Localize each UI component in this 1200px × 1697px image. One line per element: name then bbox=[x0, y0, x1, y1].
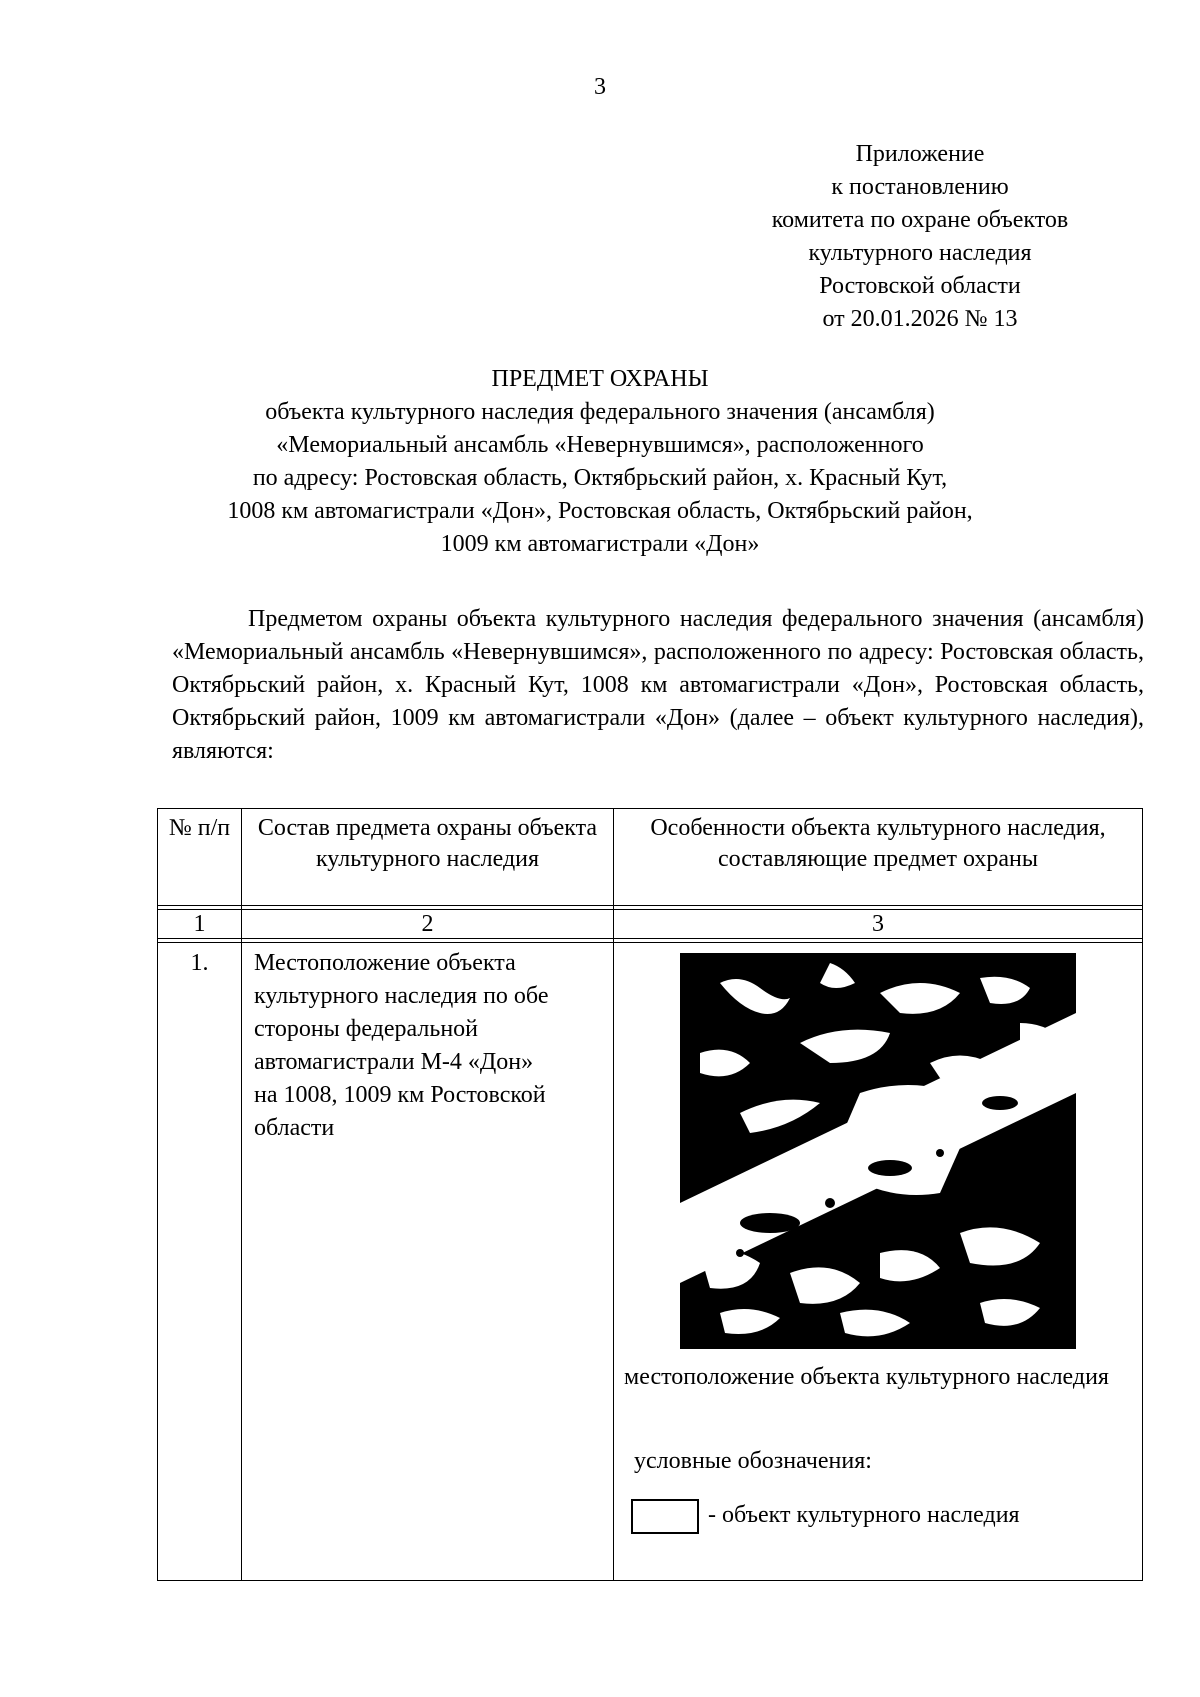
description-line: автомагистрали М-4 «Дон» bbox=[254, 1049, 534, 1075]
heading-line: объекта культурного наследия федерального значения (ансамбля) bbox=[265, 399, 935, 425]
heading-line: «Мемориальный ансамбль «Невернувшимся», расположенного bbox=[276, 432, 924, 458]
header-composition: Состав предмета охраны объекта культурного наследия bbox=[242, 809, 614, 906]
index-cell: 2 bbox=[242, 910, 614, 939]
row-number: 1. bbox=[158, 943, 242, 1581]
table-index-row bbox=[158, 910, 1143, 939]
heading-line: 1009 км автомагистрали «Дон» bbox=[440, 531, 760, 557]
table-header-row bbox=[158, 809, 1143, 906]
appendix-block bbox=[720, 138, 1120, 336]
description-line: области bbox=[254, 1115, 335, 1141]
appendix-line: Приложение bbox=[855, 141, 985, 167]
legend-item-label: - объект культурного наследия bbox=[708, 1502, 1020, 1528]
index-cell: 3 bbox=[614, 910, 1143, 939]
table-row bbox=[158, 943, 1143, 1581]
appendix-line: культурного наследия bbox=[808, 240, 1032, 266]
page-number: 3 bbox=[594, 74, 606, 100]
appendix-line: комитета по охране объектов bbox=[771, 207, 1069, 233]
heading-title: ПРЕДМЕТ ОХРАНЫ bbox=[491, 366, 709, 392]
appendix-line: Ростовской области bbox=[819, 273, 1021, 299]
appendix-line: к постановлению bbox=[831, 174, 1009, 200]
legend-swatch bbox=[631, 1499, 699, 1534]
location-map-image bbox=[680, 953, 1076, 1349]
legend-title: условные обозначения: bbox=[634, 1448, 872, 1474]
row-description bbox=[242, 943, 614, 1581]
document-heading bbox=[150, 363, 1050, 561]
description-line: культурного наследия по обе bbox=[254, 983, 549, 1009]
description-line: стороны федеральной bbox=[254, 1016, 479, 1042]
index-cell: 1 bbox=[158, 910, 242, 939]
appendix-line: от 20.01.2026 № 13 bbox=[822, 306, 1018, 332]
description-line: Местоположение объекта bbox=[254, 950, 516, 976]
heading-line: 1008 км автомагистрали «Дон», Ростовская область, Октябрьский район, bbox=[227, 498, 973, 524]
heading-line: по адресу: Ростовская область, Октябрьский район, х. Красный Кут, bbox=[252, 465, 948, 491]
protection-subject-table bbox=[157, 808, 1143, 1581]
row-features bbox=[614, 943, 1143, 1581]
header-number: № п/п bbox=[158, 809, 242, 906]
map-caption: местоположение объекта культурного наследия bbox=[624, 1364, 1109, 1390]
intro-paragraph: Предметом охраны объекта культурного наследия федерального значения (ансамбля) «Мемориальный ансамбль «Невернувшимся», расположенного по адресу: Ростовская область, Октябрьский район, х. Красный Кут, 1008 км автомагистрали «Дон», Ростовская область, Октябрьский район, 1009 км автомагистрали «Дон» (далее – объект культурного наследия), являются: bbox=[172, 606, 1144, 764]
header-features: Особенности объекта культурного наследия, составляющие предмет охраны bbox=[614, 809, 1143, 906]
description-line: на 1008, 1009 км Ростовской bbox=[254, 1082, 546, 1108]
